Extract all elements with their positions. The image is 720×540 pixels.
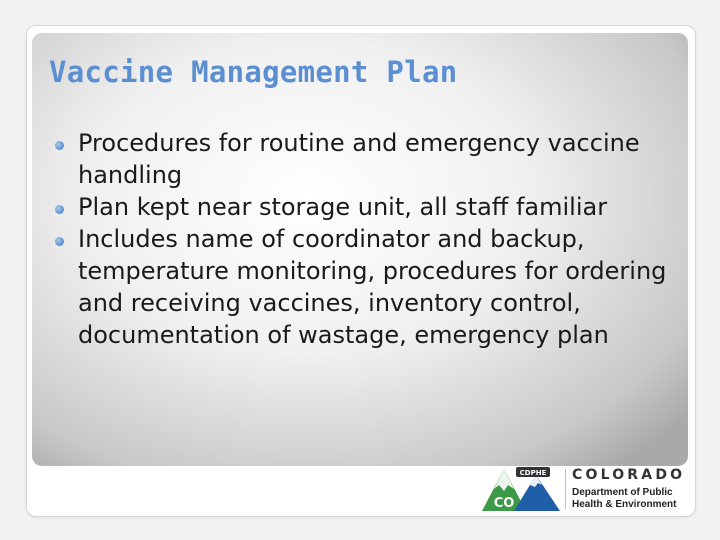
logo-dept-line2: Health & Environment xyxy=(572,499,677,510)
bullet-item xyxy=(52,127,682,191)
logo-wordmark: COLORADO xyxy=(572,467,686,483)
bullet-item xyxy=(52,223,682,351)
mountain-logo-icon xyxy=(480,465,562,513)
logo-divider xyxy=(565,469,566,509)
logo-badge-text: CDPHE xyxy=(519,469,547,477)
bullet-text: Procedures for routine and emergency vaccine handling xyxy=(78,129,640,189)
bullet-dot-icon xyxy=(55,237,64,246)
bullet-text: Plan kept near storage unit, all staff familiar xyxy=(78,193,608,221)
slide-title: Vaccine Management Plan xyxy=(49,55,458,89)
cdphe-logo xyxy=(480,465,690,513)
logo-dept-line1: Department of Public xyxy=(572,487,673,498)
bullet-list xyxy=(52,127,682,351)
bullet-text: Includes name of coordinator and backup, temperature monitoring, procedures for ordering and receiving vaccines, inventory control, documentation of wastage, emergency plan xyxy=(78,225,667,349)
logo-state-abbr: CO xyxy=(493,496,515,511)
bullet-dot-icon xyxy=(55,205,64,214)
bullet-dot-icon xyxy=(55,141,64,150)
bullet-item xyxy=(52,191,682,223)
